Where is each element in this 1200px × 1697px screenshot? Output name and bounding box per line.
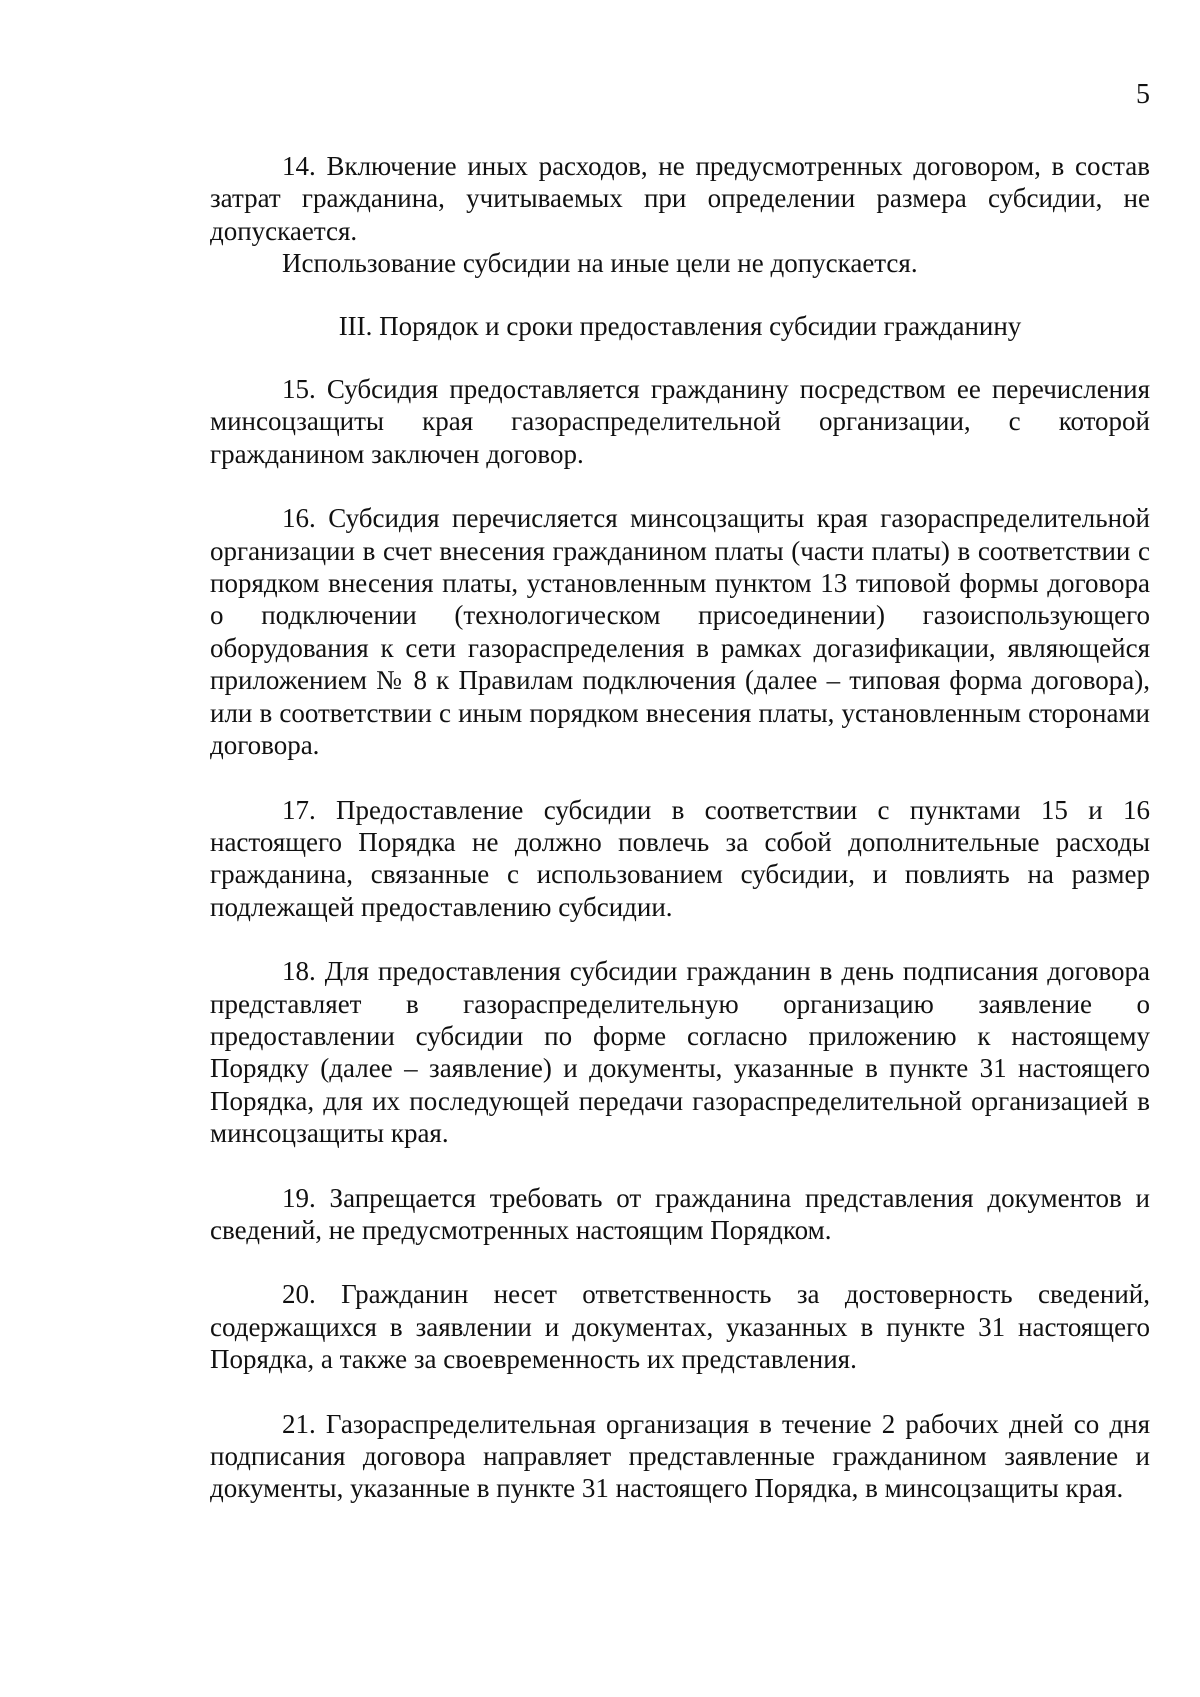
section-heading-iii: III. Порядок и сроки предоставления субсидии гражданину [338,310,1022,341]
page-number: 5 [1136,79,1150,110]
paragraph-14: 14. Включение иных расходов, не предусмотренных договором, в состав затрат гражданина, учитываемых при определении размера субсидии, не допускается. [210,151,1150,246]
paragraph-spacer [210,1246,1150,1278]
paragraph-19: 19. Запрещается требовать от гражданина представления документов и сведений, не предусмотренных настоящим Порядком. [210,1182,1150,1245]
document-body [210,150,1150,1505]
paragraph-16: 16. Субсидия перечисляется минсоцзащиты края газораспределительной организации в счет внесения гражданином платы (части платы) в соответствии с порядком внесения платы, установленным пунктом 13 типовой формы договора о подключении (технологическом присоединении) газоиспользующего оборудования к сети газораспределения в рамках догазификации, являющейся приложением № 8 к Правилам подключения (далее – типовая форма договора), или в соответствии с иным порядком внесения платы, установленным сторонами договора. [210,503,1150,761]
paragraph-spacer [210,1376,1150,1408]
paragraph-18: 18. Для предоставления субсидии гражданин в день подписания договора представляет в газораспределительную организацию заявление о предоставлении субсидии по форме согласно приложению к настоящему Порядку (далее – заявление) и документы, указанные в пункте 31 настоящего Порядка, для их последующей передачи газораспределительной организацией в минсоцзащиты края. [210,956,1150,1149]
paragraph-20: 20. Гражданин несет ответственность за достоверность сведений, содержащихся в заявлении и документах, указанных в пункте 31 настоящего Порядка, а также за своевременность их представления. [210,1279,1150,1375]
paragraph-14-continued: Использование субсидии на иные цели не допускается. [282,248,918,279]
paragraph-15: 15. Субсидия предоставляется гражданину посредством ее перечисления минсоцзащиты края газораспределительной организации, с которой гражданином заключен договор. [210,374,1150,469]
paragraph-spacer [210,1150,1150,1182]
paragraph-spacer [210,923,1150,955]
paragraph-spacer [210,762,1150,794]
paragraph-21: 21. Газораспределительная организация в течение 2 рабочих дней со дня подписания договора направляет представленные гражданином заявление и документы, указанные в пункте 31 настоящего Порядка, в минсоцзащиты края. [210,1408,1150,1504]
paragraph-spacer [210,470,1150,502]
paragraph-17: 17. Предоставление субсидии в соответствии с пунктами 15 и 16 настоящего Порядка не должно повлечь за собой дополнительные расходы гражданина, связанные с использованием субсидии, и повлиять на размер подлежащей предоставлению субсидии. [210,794,1150,922]
